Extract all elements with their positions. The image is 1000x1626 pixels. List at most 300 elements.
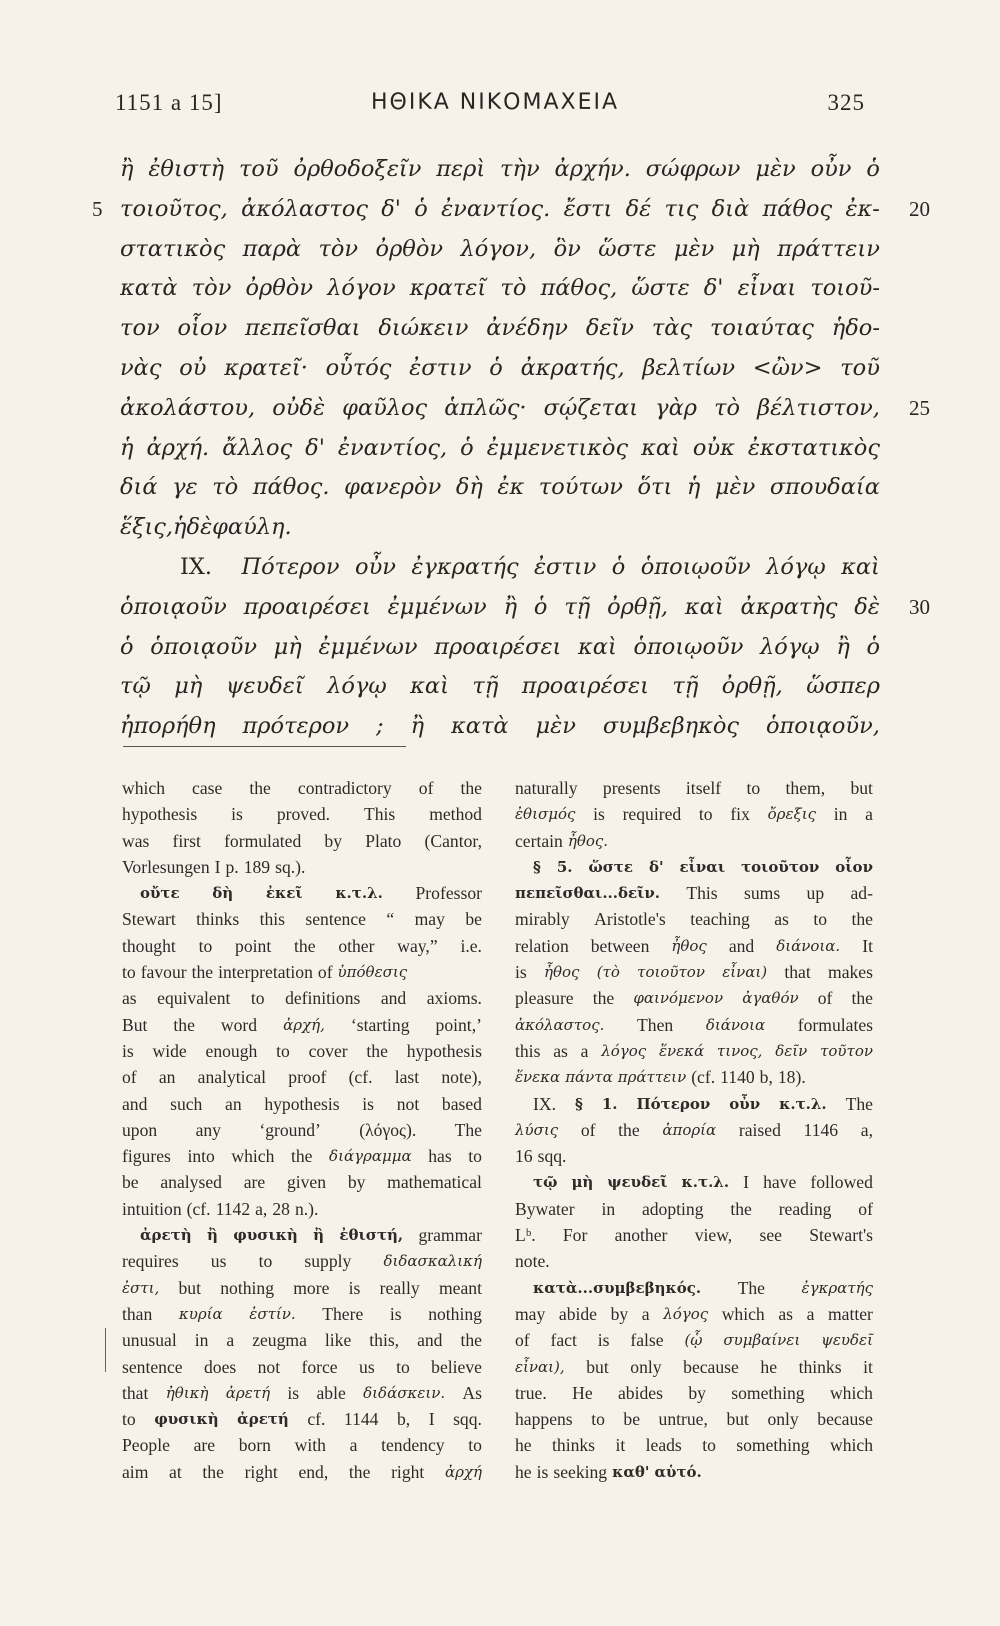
word: aim: [122, 1461, 149, 1482]
word: proved.: [276, 804, 331, 825]
footnote-rule: [123, 746, 406, 747]
word: τοιοῦτον: [741, 857, 820, 876]
word: εἶναι): [722, 963, 768, 982]
word: ὅτι: [637, 474, 673, 501]
word: is: [362, 1093, 375, 1114]
word: formulated: [224, 830, 302, 851]
note-line: [122, 906, 482, 932]
commentary-column-left: [122, 775, 482, 1485]
word: really: [379, 1277, 420, 1298]
word: b,: [396, 1409, 411, 1430]
word: (cf.: [348, 1067, 373, 1088]
word: definitions: [285, 988, 361, 1009]
word: καὶ: [410, 673, 449, 700]
word: (cf.: [691, 1067, 716, 1088]
word: mathematical: [387, 1172, 482, 1193]
word: relation: [515, 935, 569, 956]
word: ἀρχή: [444, 1462, 482, 1481]
word: ἡ: [173, 514, 187, 541]
word: given: [286, 1172, 327, 1193]
word: certain: [515, 830, 563, 851]
word: πρότερον: [242, 713, 350, 740]
word: τῷ: [120, 673, 151, 700]
word: because: [817, 1409, 873, 1430]
word: nothing: [220, 1277, 274, 1298]
word: have: [763, 1172, 797, 1193]
word: in: [601, 1198, 616, 1219]
word: abides: [618, 1382, 663, 1403]
word: ἠθικὴ: [165, 1383, 209, 1402]
word: ἕνεκα: [515, 1068, 561, 1087]
word: to: [122, 1409, 136, 1430]
word: nothing: [428, 1303, 482, 1324]
word: n.).: [294, 1198, 319, 1219]
word: τον: [120, 315, 160, 342]
note-line: [122, 1327, 482, 1353]
word: something: [731, 1382, 805, 1403]
word: παρὰ: [242, 235, 302, 262]
word: οὐ: [179, 354, 207, 381]
word: a: [226, 1330, 235, 1351]
word: ἦθος: [544, 963, 580, 982]
word: τοιοῦτον: [637, 963, 705, 982]
word: to: [698, 804, 713, 825]
word: As: [462, 1382, 482, 1403]
word: συμβαίνει: [723, 1331, 801, 1350]
note-line: [515, 1406, 873, 1432]
word: τοῦ: [238, 156, 279, 182]
word: naturally: [515, 778, 578, 798]
word: διώκειν: [378, 315, 469, 342]
word: the: [249, 778, 271, 798]
word: right: [244, 1461, 278, 1482]
word: ἀκολάστου,: [120, 394, 256, 421]
word: This: [364, 804, 396, 825]
word: up: [806, 883, 825, 904]
note-line: [122, 1248, 482, 1274]
word: the: [294, 935, 316, 956]
word: This: [686, 883, 718, 904]
word: μὴ: [174, 673, 203, 700]
word: the: [730, 1198, 752, 1219]
word: ὥστε: [588, 857, 633, 876]
word: φαῦλος: [342, 394, 428, 421]
word: only: [767, 1409, 799, 1430]
word: δὴ: [212, 884, 234, 903]
note-line: [515, 959, 873, 985]
word: followed: [810, 1172, 873, 1193]
word: ἠπορήθη: [120, 713, 216, 740]
word: to: [122, 962, 136, 983]
word: Stewart's: [809, 1225, 873, 1246]
word: sentence: [122, 1356, 183, 1377]
word: φανερὸν: [344, 474, 442, 501]
word: that: [784, 962, 811, 983]
word: ἡδο-: [831, 315, 880, 342]
word: something: [736, 1435, 810, 1456]
word: supply: [304, 1251, 352, 1272]
word: φαύλη.: [212, 514, 292, 541]
word: πράττειν: [777, 235, 880, 262]
word: the: [460, 778, 482, 798]
word: τὸ: [714, 394, 741, 421]
word: pleasure: [515, 988, 574, 1009]
word: the: [348, 1461, 371, 1482]
greek-line: [120, 468, 880, 508]
word: ὁ: [489, 354, 503, 381]
word: favour: [140, 962, 187, 983]
word: δ': [648, 857, 664, 876]
word: end,: [298, 1461, 329, 1482]
word: φυσικὴ: [154, 1410, 219, 1429]
word: sqq.: [453, 1409, 482, 1430]
word: σῴζεται: [543, 394, 639, 421]
word: νὰς: [120, 354, 162, 381]
note-line: [515, 1064, 873, 1090]
word: He: [572, 1382, 593, 1403]
word: are: [193, 1435, 216, 1456]
word: πεπεῖσθαι: [245, 315, 361, 342]
greek-line: [120, 429, 880, 469]
word: ψευδεῖ: [225, 673, 304, 700]
word: γὰρ: [655, 394, 698, 421]
word: ἐθιστή,: [339, 1226, 404, 1245]
word: is: [287, 1382, 300, 1403]
word: and: [380, 988, 407, 1009]
word: δεῖν: [775, 1041, 808, 1060]
note-line: [515, 1196, 873, 1222]
line-number: 30: [909, 594, 930, 619]
note-line: [515, 1143, 873, 1169]
word: is: [515, 962, 527, 983]
word: as: [774, 909, 789, 930]
word: μὲν: [714, 474, 756, 501]
word: 1146: [803, 1119, 839, 1140]
note-line: [122, 801, 482, 827]
word: οἷον: [835, 857, 873, 876]
word: but: [850, 778, 873, 798]
word: προαιρέσει: [434, 633, 562, 660]
word: which: [231, 1146, 275, 1167]
word: to: [813, 909, 828, 930]
word: a: [806, 1303, 815, 1324]
word: ἀνέδην: [486, 315, 568, 342]
word: to: [746, 778, 761, 798]
word: interpretation: [218, 962, 313, 983]
word: (λόγος).: [359, 1119, 417, 1140]
word: not: [396, 1093, 420, 1114]
word: has: [428, 1146, 452, 1167]
word: ὄρεξις: [767, 805, 817, 824]
word: δ': [703, 275, 724, 302]
word: the: [173, 1014, 195, 1035]
word: στατικὸς: [120, 235, 226, 262]
word: ὁποιῳοῦν: [633, 633, 744, 660]
word: of: [580, 1119, 596, 1140]
word: a,: [255, 1198, 268, 1219]
word: οὔτε: [140, 884, 180, 903]
word: like: [324, 1330, 352, 1351]
word: mirably: [515, 909, 570, 930]
word: ὃν: [553, 235, 581, 262]
note-line: [515, 775, 873, 801]
note-line: [122, 1459, 482, 1485]
word: The: [737, 1277, 765, 1298]
word: only: [630, 1356, 662, 1377]
word: of: [515, 1330, 530, 1351]
note-line: [122, 1406, 482, 1432]
word: δὲ: [186, 514, 213, 541]
word: ἕξις,: [120, 514, 174, 541]
greek-line: [120, 389, 930, 429]
word: unusual: [122, 1330, 177, 1351]
word: as: [778, 1303, 793, 1324]
word: ἢ: [410, 713, 425, 740]
word: ἀρετὴ: [140, 1226, 192, 1245]
word: λόγον: [327, 275, 396, 302]
word: presents: [602, 778, 661, 798]
word: ὁποιᾳοῦν: [150, 633, 258, 660]
word: grammar: [418, 1225, 482, 1246]
word: fact: [550, 1330, 577, 1351]
word: προαιρέσει: [243, 593, 371, 620]
word: ἁπλῶς·: [444, 394, 527, 421]
word: <ὢν>: [752, 354, 823, 381]
note-line: [515, 828, 873, 854]
word: of: [122, 1067, 137, 1088]
word: (τὸ: [596, 963, 620, 982]
word: upon: [122, 1119, 158, 1140]
word: born: [238, 1435, 271, 1456]
word: τὸν: [191, 275, 232, 302]
word: ἀκόλαστος: [241, 195, 368, 222]
word: κ.τ.λ.: [779, 1094, 827, 1113]
word: them,: [785, 778, 826, 798]
greek-line: [120, 508, 880, 548]
word: able: [316, 1382, 346, 1403]
word: τοῦτον: [820, 1041, 873, 1060]
greek-line: [120, 588, 930, 628]
word: Πότερον: [241, 553, 340, 580]
word: ὑπόθεσις: [337, 963, 408, 982]
word: but: [726, 1409, 749, 1430]
note-line: [515, 1222, 873, 1248]
word: ἡ: [120, 434, 134, 461]
word: λόγῳ: [766, 553, 826, 580]
word: διδασκαλική: [383, 1252, 482, 1271]
word: πάθος: [762, 195, 833, 222]
word: is: [231, 804, 243, 825]
word: ἀκόλαστος.: [515, 1015, 605, 1034]
note-line: [122, 854, 482, 880]
word: makes: [828, 962, 873, 983]
word: οὖν: [729, 1094, 761, 1113]
word: βελτίων: [642, 354, 735, 381]
word: δ': [305, 434, 325, 461]
word: δέ: [625, 195, 652, 222]
chapter-number: IX.: [180, 553, 213, 580]
word: ἀρχήν.: [554, 156, 631, 182]
word: (ᾧ: [684, 1331, 703, 1350]
word: ἡ: [686, 474, 701, 501]
word: τῇ: [564, 593, 591, 620]
word: another: [614, 1225, 668, 1246]
word: ἐναντίος,: [337, 434, 448, 461]
word: κυρία: [178, 1304, 223, 1323]
commentary-column-right: [515, 775, 873, 1485]
word: this: [515, 1040, 541, 1061]
word: the: [460, 1330, 482, 1351]
word: to: [276, 1040, 290, 1061]
word: in: [833, 804, 848, 825]
word: τὸ: [500, 275, 527, 302]
word: is: [593, 804, 605, 825]
word: τις: [664, 195, 699, 222]
word: sums: [744, 883, 781, 904]
word: σώφρων: [645, 156, 741, 182]
note-line: [122, 1012, 482, 1038]
word: equivalent: [157, 988, 231, 1009]
word: fix: [730, 804, 750, 825]
line-number: 25: [909, 395, 930, 420]
word: ἐμμένων: [387, 593, 487, 620]
word: itself: [685, 778, 722, 798]
word: Πότερον: [636, 1094, 711, 1113]
note-line: [122, 933, 482, 959]
word: adopting: [641, 1198, 704, 1219]
word: δὲ: [854, 593, 880, 620]
word: λύσις: [515, 1120, 559, 1139]
word: the: [366, 1040, 388, 1061]
word: to: [258, 1251, 273, 1272]
word: διάνοια.: [776, 936, 841, 955]
word: that: [122, 1382, 149, 1403]
word: cf.: [307, 1409, 326, 1430]
note-line: [515, 1012, 873, 1038]
word: ἐγκρατής: [411, 553, 519, 580]
word: διάγραμμα: [329, 1147, 412, 1166]
note-line: [122, 1380, 482, 1406]
word: ὁ: [120, 633, 134, 660]
word: more: [293, 1277, 330, 1298]
note-line: [515, 1091, 873, 1117]
greek-line: [120, 628, 880, 668]
word: point,’: [435, 1014, 482, 1035]
word: b,: [759, 1067, 773, 1088]
word: as: [122, 988, 137, 1009]
word: this: [259, 909, 285, 930]
word: Then: [637, 1014, 674, 1035]
word: ἦθος: [671, 936, 707, 955]
word: ἐστίν.: [249, 1304, 296, 1323]
word: is: [122, 1040, 134, 1061]
word: to: [702, 1435, 716, 1456]
word: by: [688, 1382, 706, 1403]
line-number: 20: [909, 196, 930, 221]
word: the: [202, 1461, 224, 1482]
word: sqq.: [537, 1146, 567, 1167]
word: raised: [738, 1119, 781, 1140]
note-line: [122, 1117, 482, 1143]
word: ὁ: [611, 553, 626, 580]
word: thinks: [196, 909, 240, 930]
greek-line: [120, 309, 880, 349]
word: he: [760, 1356, 777, 1377]
word: καὶ: [641, 434, 680, 461]
word: a: [865, 804, 873, 825]
word: which: [721, 1303, 765, 1324]
word: ὁ: [866, 633, 880, 660]
word: ἐστι,: [122, 1278, 160, 1297]
word: ἀρετή: [225, 1383, 271, 1402]
word: to: [396, 1356, 410, 1377]
word: may: [515, 1303, 546, 1324]
word: φυσικὴ: [233, 1226, 298, 1245]
word: κ.τ.λ.: [335, 884, 383, 903]
word: σπουδαία: [769, 474, 880, 501]
note-line: [122, 1222, 482, 1248]
word: τοῦ: [840, 354, 880, 381]
word: Aristotle's: [594, 909, 666, 930]
word: τῷ: [533, 1173, 558, 1192]
word: any: [195, 1119, 221, 1140]
word: διὰ: [711, 195, 750, 222]
word: τὴν: [500, 156, 540, 182]
greek-line: [120, 150, 880, 190]
word: λόγῳ: [327, 673, 387, 700]
word: πάθος,: [540, 275, 618, 302]
word: ἐστιν: [533, 553, 597, 580]
word: he: [515, 1461, 532, 1482]
word: thinks: [798, 1356, 842, 1377]
note-line: [122, 1143, 482, 1169]
word: εἶναι: [679, 857, 726, 876]
word: προαιρέσει: [521, 673, 649, 700]
word: matter: [827, 1303, 873, 1324]
word: ἢ: [120, 156, 134, 182]
word: ἔστι: [563, 195, 613, 222]
greek-line: [92, 190, 930, 230]
word: reading: [778, 1198, 832, 1219]
word: τὸν: [318, 235, 359, 262]
word: us: [359, 1356, 375, 1377]
word: in: [194, 1330, 209, 1351]
word: the: [618, 1119, 640, 1140]
word: of: [418, 778, 434, 798]
word: ἐκεῖ: [265, 884, 303, 903]
word: ὁ: [460, 434, 474, 461]
word: this,: [369, 1330, 400, 1351]
note-line: [122, 1038, 482, 1064]
word: μὴ: [731, 235, 760, 262]
word: οὐκ: [692, 434, 735, 461]
note-line: [515, 1459, 873, 1485]
word: ἢ: [207, 1226, 218, 1245]
word: ὁ: [533, 593, 548, 620]
word: be: [465, 909, 482, 930]
word: καθ': [612, 1462, 650, 1481]
word: believe: [431, 1356, 482, 1377]
word: The: [454, 1119, 482, 1140]
note-line: [515, 985, 873, 1011]
word: the: [290, 1146, 313, 1167]
word: κατὰ: [451, 713, 509, 740]
word: ὥσπερ: [806, 673, 880, 700]
word: πεπεῖσθαι...δεῖν.: [515, 884, 660, 903]
word: hypothesis: [264, 1093, 340, 1114]
word: πάθος.: [252, 474, 330, 501]
word: κρατεῖ·: [224, 354, 308, 381]
